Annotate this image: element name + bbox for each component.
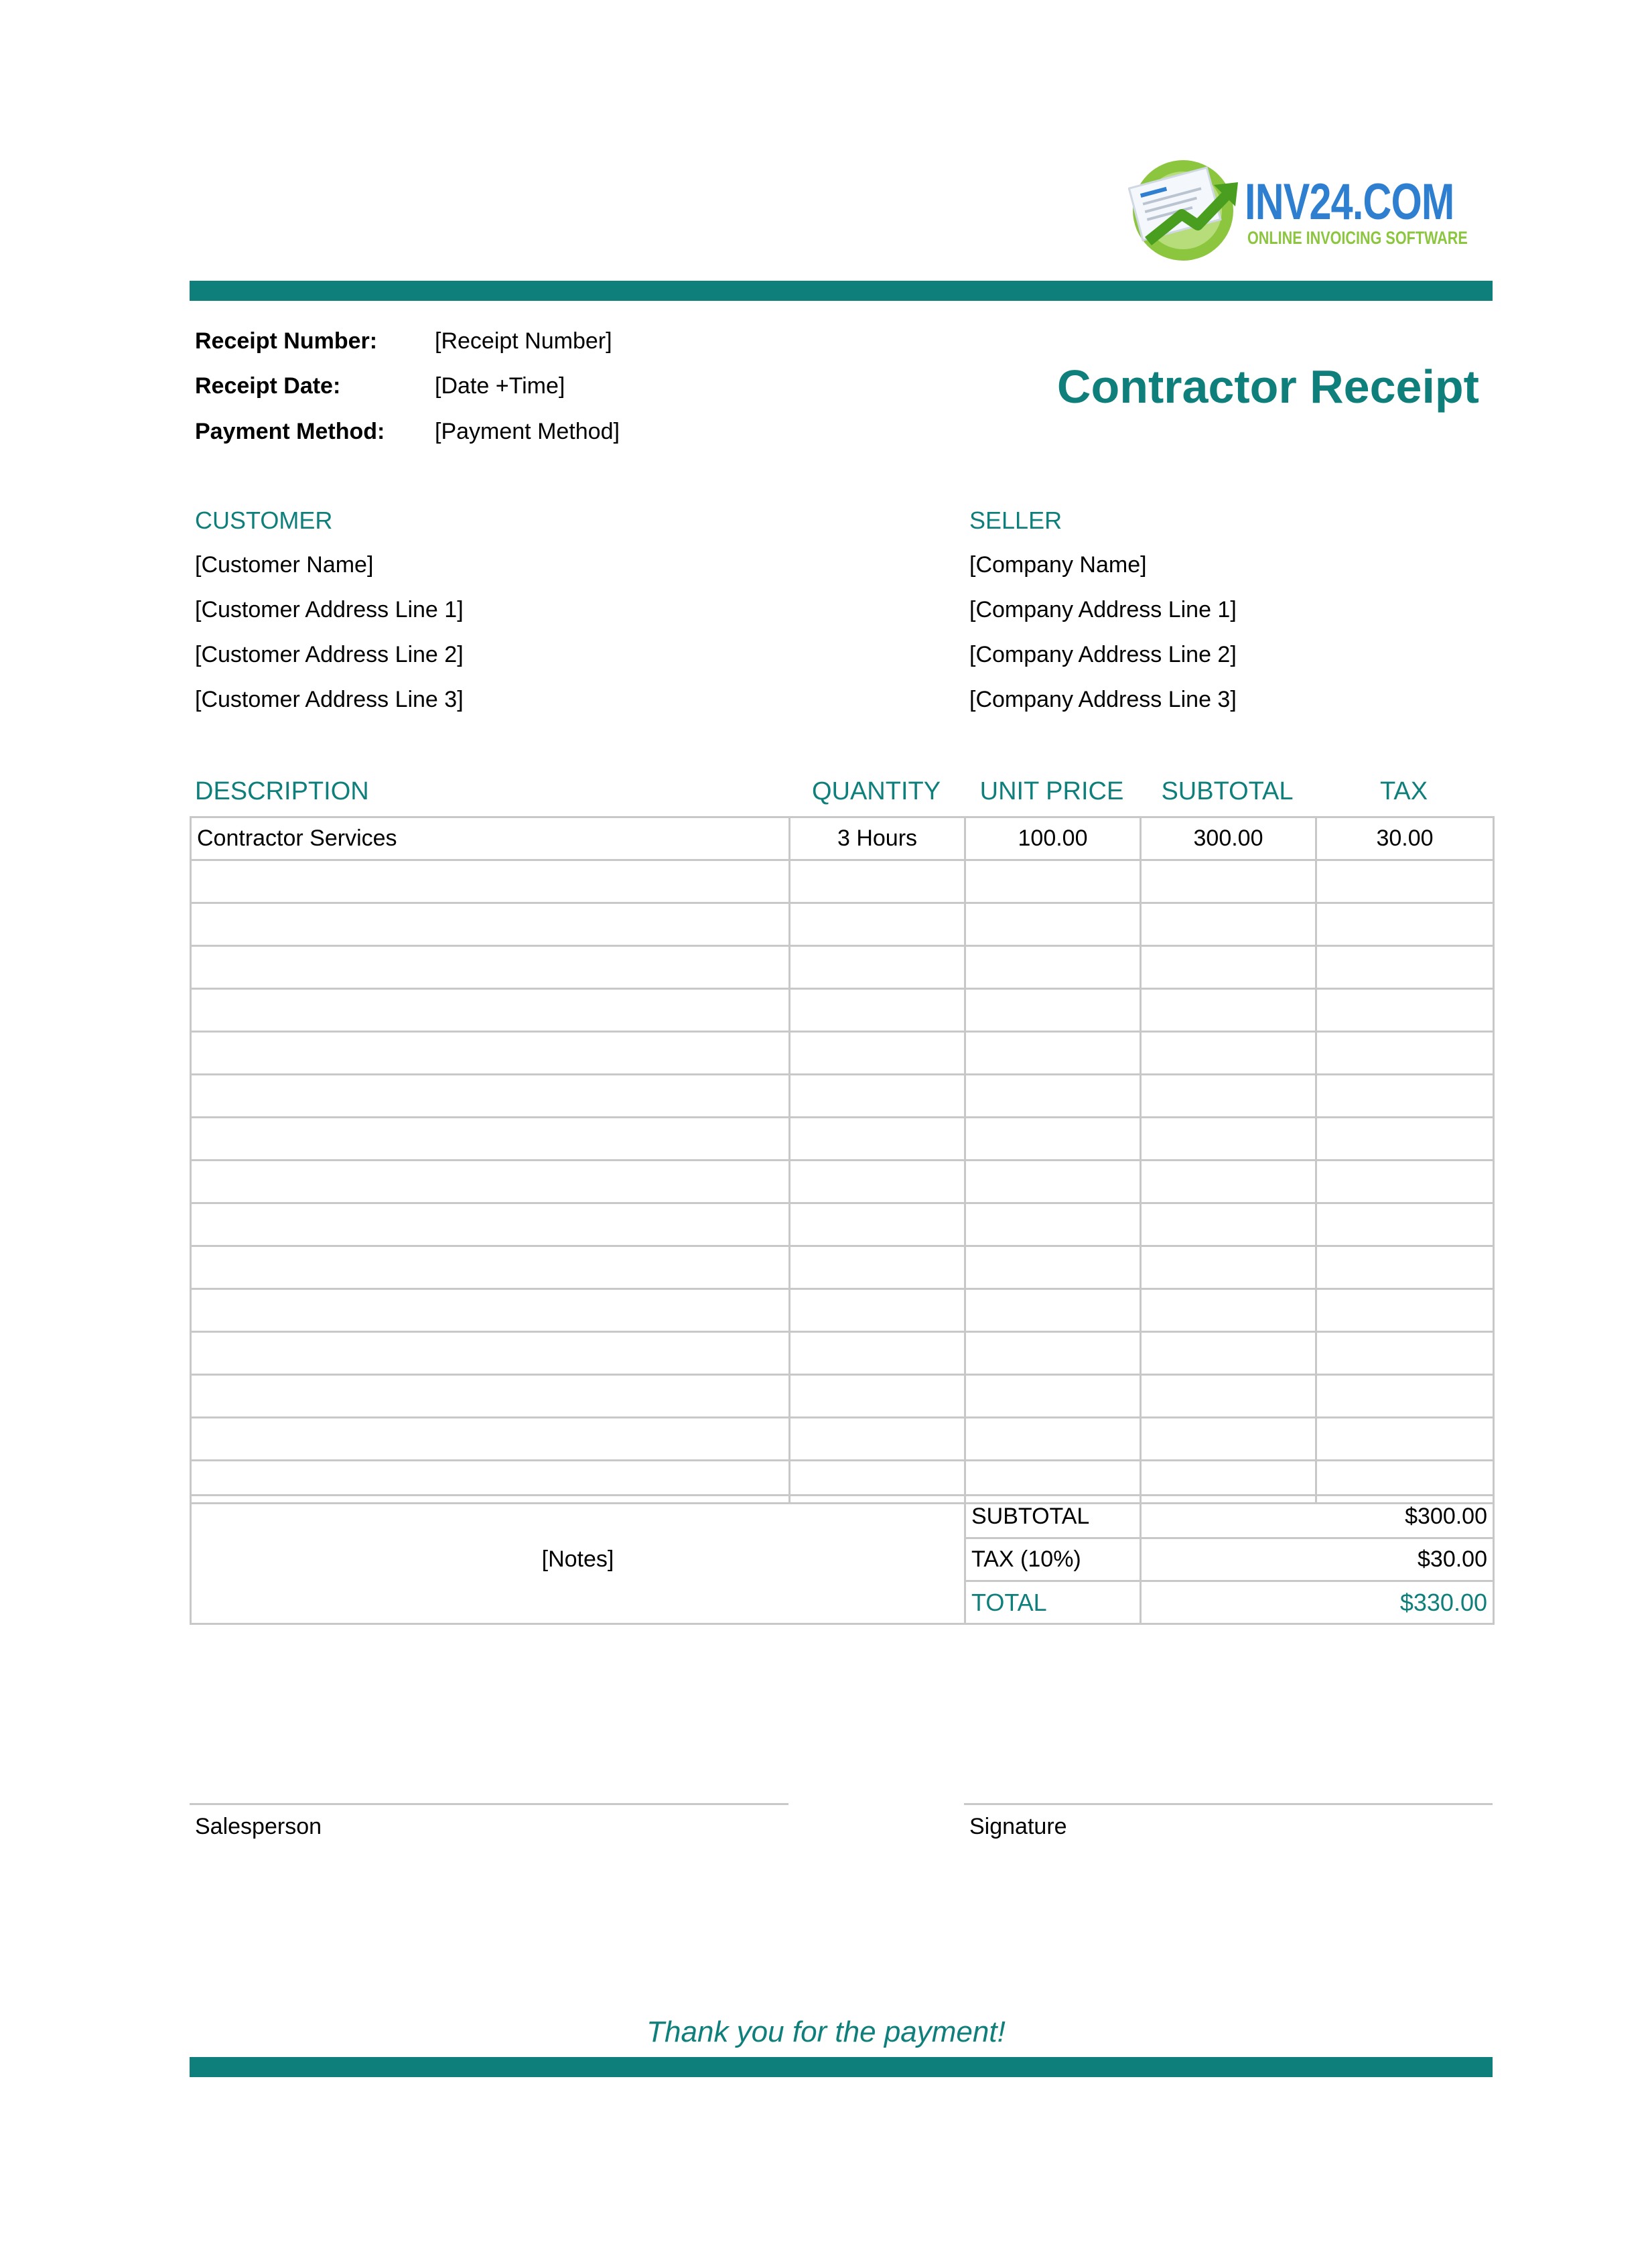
items-table: [190, 816, 1495, 1504]
company-name: [Company Name]: [969, 552, 1147, 578]
totals-table: [190, 1494, 1495, 1625]
table-row-empty: [191, 1161, 1494, 1203]
company-address-line-2: [Company Address Line 2]: [969, 642, 1237, 667]
table-row-empty: [191, 1375, 1494, 1418]
total-label: TOTAL: [965, 1581, 1141, 1624]
notes: [Notes]: [191, 1496, 965, 1624]
table-row-empty: [191, 1118, 1494, 1161]
signature-line: [964, 1803, 1493, 1805]
cell-tax: 30.00: [1316, 817, 1494, 860]
col-header-tax: TAX: [1379, 777, 1428, 805]
col-header-description: DESCRIPTION: [195, 777, 369, 805]
logo-wordmark: INV24.COM: [1245, 174, 1454, 230]
subtotal-value: $300.00: [1141, 1496, 1494, 1538]
thank-you-message: Thank you for the payment!: [646, 2015, 1006, 2048]
footer-bar: [190, 2057, 1493, 2077]
cell-description: Contractor Services: [191, 817, 790, 860]
signature-label: Signature: [969, 1814, 1067, 1839]
total-value: $330.00: [1141, 1581, 1494, 1624]
receipt-date-value: [Date +Time]: [435, 373, 565, 399]
table-row-empty: [191, 860, 1494, 903]
tax-value: $30.00: [1141, 1538, 1494, 1581]
customer-address-line-2: [Customer Address Line 2]: [195, 642, 464, 667]
table-row-empty: [191, 946, 1494, 989]
col-header-quantity: QUANTITY: [811, 777, 941, 805]
page-title: Contractor Receipt: [1056, 360, 1479, 413]
table-row-empty: [191, 1418, 1494, 1461]
tax-label: TAX (10%): [965, 1538, 1141, 1581]
table-row-empty: [191, 1203, 1494, 1246]
salesperson-line: [190, 1803, 788, 1805]
receipt-number-label: Receipt Number:: [195, 328, 378, 354]
payment-method-value: [Payment Method]: [435, 419, 620, 444]
table-row-empty: [191, 903, 1494, 946]
logo-tagline: ONLINE INVOICING SOFTWARE: [1247, 228, 1468, 248]
receipt-date-label: Receipt Date:: [195, 373, 341, 399]
table-row-empty: [191, 989, 1494, 1032]
table-row-empty: [191, 1032, 1494, 1075]
col-header-unit-price: UNIT PRICE: [979, 777, 1124, 805]
table-row-empty: [191, 1289, 1494, 1332]
customer-address-line-1: [Customer Address Line 1]: [195, 597, 464, 622]
customer-heading: CUSTOMER: [195, 507, 333, 534]
subtotal-label: SUBTOTAL: [965, 1496, 1141, 1538]
seller-heading: SELLER: [969, 507, 1062, 534]
company-address-line-3: [Company Address Line 3]: [969, 687, 1237, 712]
receipt-number-value: [Receipt Number]: [435, 328, 612, 354]
header-bar: [190, 281, 1493, 301]
cell-quantity: 3 Hours: [790, 817, 965, 860]
salesperson-label: Salesperson: [195, 1814, 322, 1839]
table-row-empty: [191, 1332, 1494, 1375]
table-row: [191, 817, 1494, 860]
col-header-subtotal: SUBTOTAL: [1161, 777, 1294, 805]
company-address-line-1: [Company Address Line 1]: [969, 597, 1237, 622]
payment-method-label: Payment Method:: [195, 419, 385, 444]
table-row-empty: [191, 1246, 1494, 1289]
cell-subtotal: 300.00: [1141, 817, 1316, 860]
cell-unit-price: 100.00: [965, 817, 1141, 860]
table-row-empty: [191, 1075, 1494, 1118]
customer-address-line-3: [Customer Address Line 3]: [195, 687, 464, 712]
customer-name: [Customer Name]: [195, 552, 374, 578]
